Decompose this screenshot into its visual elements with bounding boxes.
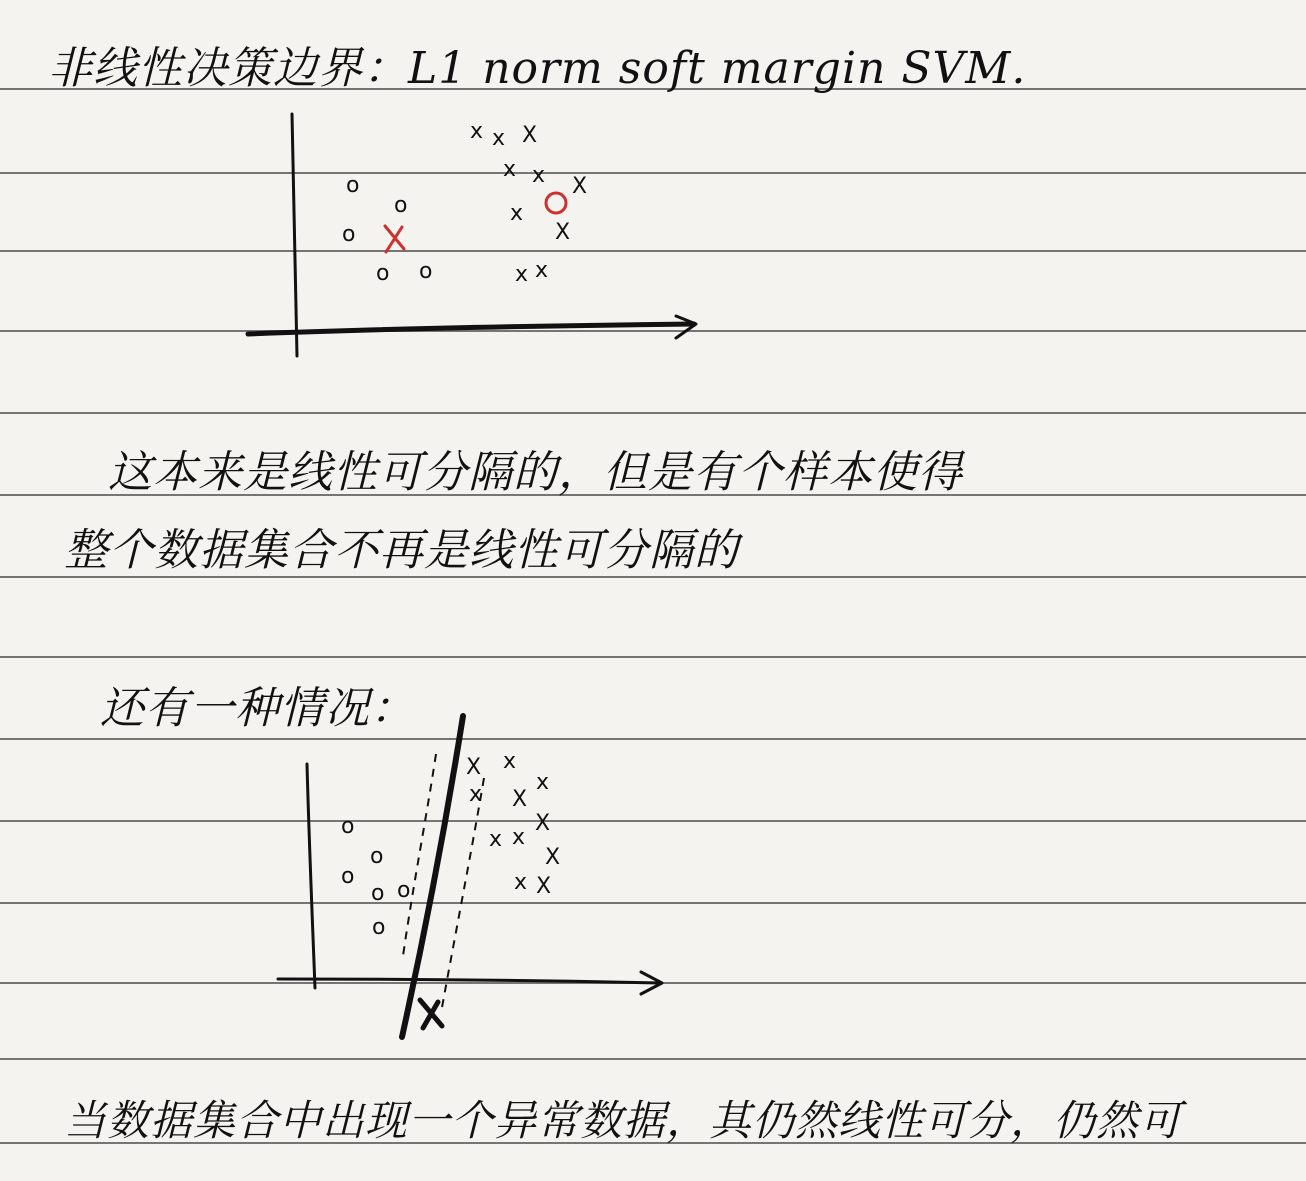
bottom-circle-point: o (370, 844, 384, 869)
bottom-circle-point: o (372, 915, 386, 940)
bottom-x-point: X (535, 811, 551, 836)
top-x-point: X (555, 220, 571, 245)
bottom-x-point: x (512, 825, 526, 850)
bottom-x-point: x (503, 749, 517, 774)
top-circle-point: o (394, 193, 408, 218)
top-x-point: x (492, 126, 506, 151)
paragraph-2-line-1: 还有一种情况： (100, 683, 415, 734)
top-x-point: X (572, 174, 588, 199)
bottom-y-axis (307, 764, 315, 988)
bottom-circle-point: o (371, 881, 385, 906)
bottom-circle-point: o (341, 864, 355, 889)
paragraph-3-line-1: 当数据集合中出现一个异常数据，其仍然线性可分，仍然可 (64, 1096, 1183, 1145)
bottom-outlier-x (420, 1000, 442, 1028)
top-x-point: x (515, 262, 529, 287)
bottom-x-point: x (536, 770, 550, 795)
top-circle-point: o (376, 261, 390, 286)
bottom-x-axis (278, 979, 660, 983)
paragraph-1-line-1: 这本来是线性可分隔的，但是有个样本使得 (108, 447, 963, 498)
top-x-point: x (532, 163, 546, 188)
top-circle-point: o (346, 173, 360, 198)
top-circle-point: o (342, 222, 356, 247)
bottom-circle-point: o (341, 814, 355, 839)
bottom-x-point: x (489, 827, 503, 852)
separating-line (402, 716, 463, 1037)
bottom-circle-point: o (397, 878, 411, 903)
bottom-x-point: X (512, 787, 528, 812)
top-x-point: x (470, 119, 484, 144)
bottom-x-point: x (469, 782, 483, 807)
bottom-x-point: X (545, 845, 561, 870)
page-title: 非线性决策边界：L1 norm soft margin SVM. (48, 43, 1027, 94)
bottom-x-point: x (514, 870, 528, 895)
bottom-x-point: X (466, 755, 482, 780)
paragraph-1-line-2: 整个数据集合不再是线性可分隔的 (64, 525, 739, 576)
top-circle-point: o (419, 259, 433, 284)
bottom-x-point: X (536, 874, 552, 899)
top-x-point: x (535, 258, 549, 283)
top-x-point: X (522, 123, 538, 148)
top-x-point: x (503, 157, 517, 182)
top-x-point: x (510, 201, 524, 226)
margin-line-left (403, 754, 436, 956)
